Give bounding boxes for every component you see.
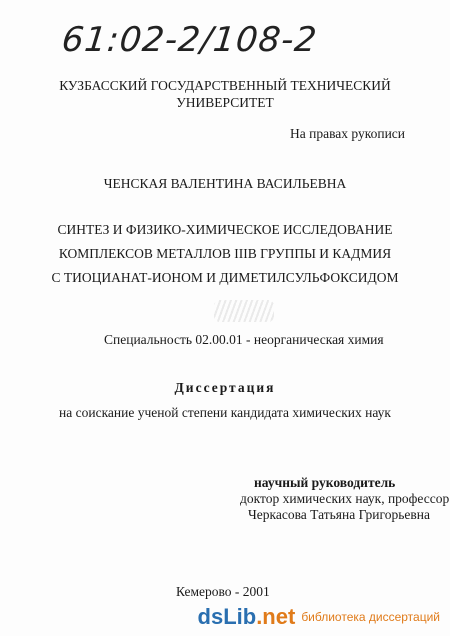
supervisor-name: Черкасова Татьяна Григорьевна — [248, 507, 430, 522]
supervisor-heading: научный руководитель — [254, 475, 396, 490]
degree-line: на соискание ученой степени кандидата химических наук — [59, 405, 391, 420]
university-name-line1: КУЗБАССКИЙ ГОСУДАРСТВЕННЫЙ ТЕХНИЧЕСКИЙ — [59, 78, 391, 93]
dissertation-label: Диссертация — [174, 380, 276, 395]
title-line2: КОМПЛЕКСОВ МЕТАЛЛОВ IIIB ГРУППЫ И КАДМИЯ — [58, 246, 392, 261]
city-year: Кемерово - 2001 — [176, 584, 270, 599]
author-name: ЧЕНСКАЯ ВАЛЕНТИНА ВАСИЛЬЕВНА — [103, 176, 347, 191]
specialty: Специальность 02.00.01 - неорганическая химия — [104, 332, 384, 347]
title-line3: С ТИОЦИАНАТ-ИОНОМ И ДИМЕТИЛСУЛЬФОКСИДОМ — [51, 270, 399, 285]
supervisor-degree: доктор химических наук, профессор — [240, 491, 450, 506]
dslib-caption: библиотека диссертаций — [301, 610, 440, 624]
dslib-watermark — [198, 604, 440, 630]
manuscript-rights-note: На правах рукописи — [290, 126, 406, 141]
handwritten-catalog-number: 61:02-2/108-2 — [59, 20, 320, 60]
university-name-line2: УНИВЕРСИТЕТ — [176, 95, 274, 110]
title-line1: СИНТЕЗ И ФИЗИКО-ХИМИЧЕСКОЕ ИССЛЕДОВАНИЕ — [57, 222, 393, 237]
dslib-logo: dsLib.net — [197, 604, 296, 629]
faint-stamp-mark — [214, 300, 274, 322]
